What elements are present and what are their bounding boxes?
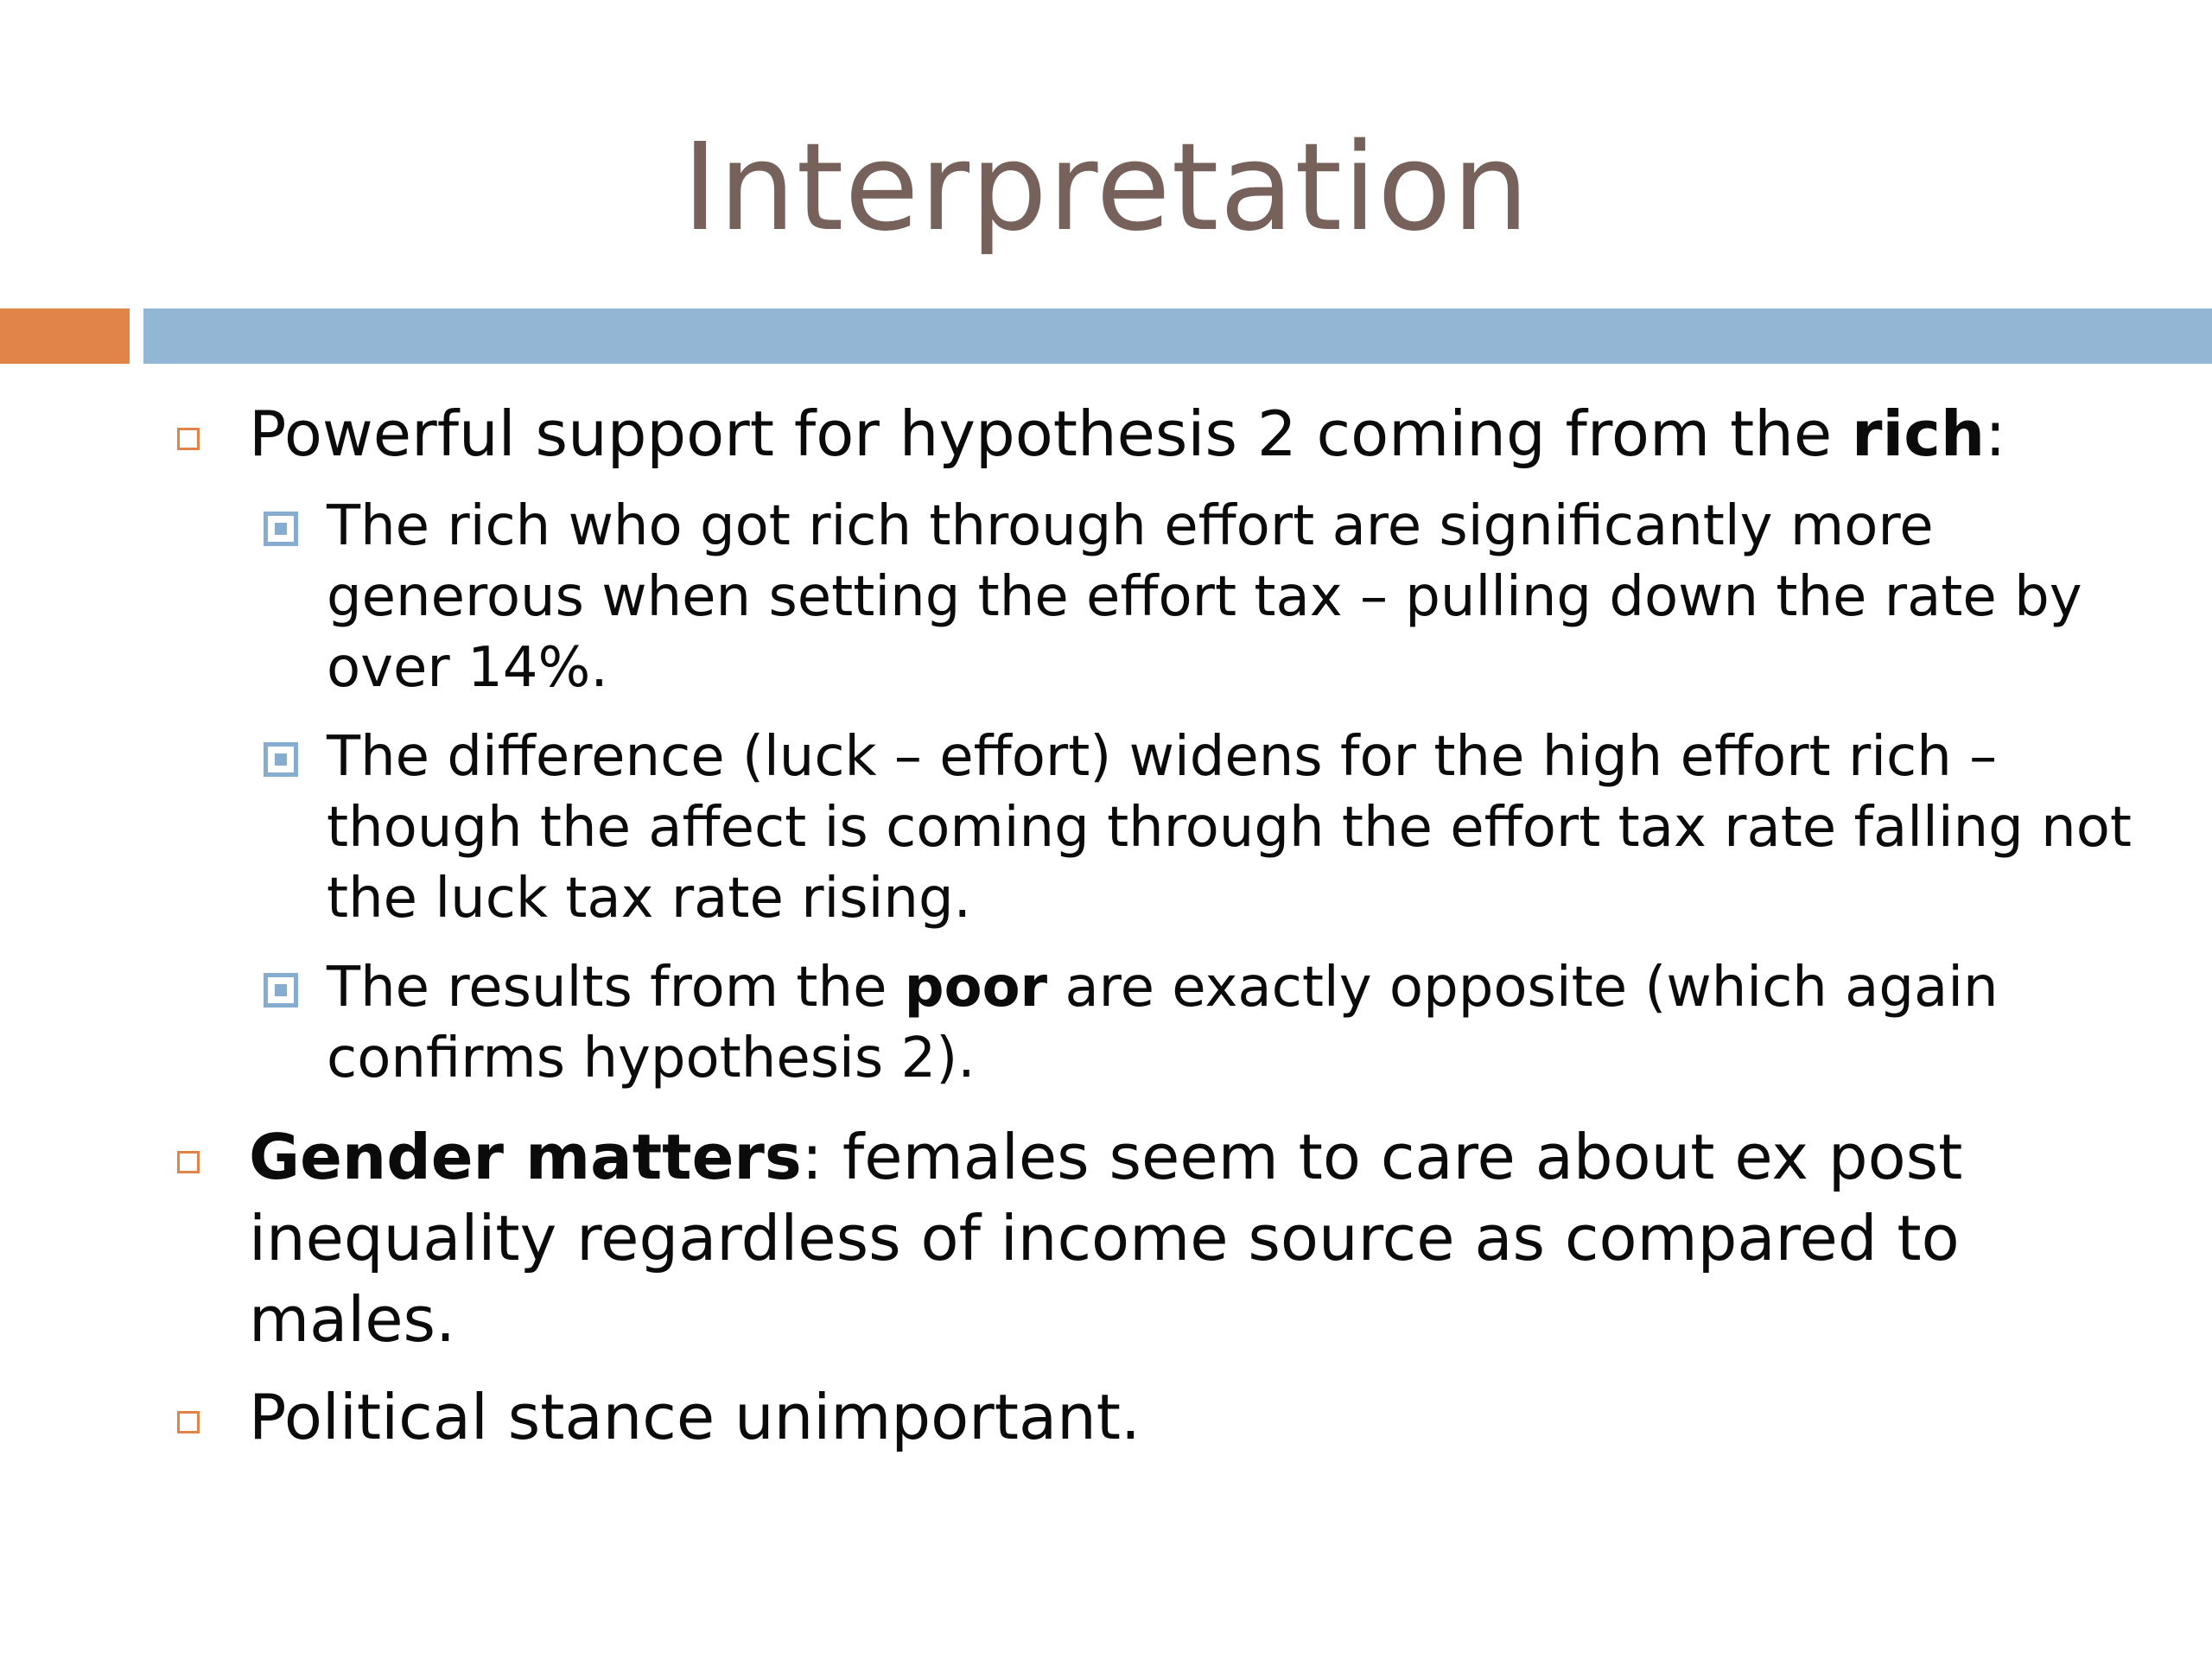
bullet-1-text-end: : <box>1985 397 2006 470</box>
subbullet-3-text-end: are exactly opposite (which again confirms hypothesis 2). <box>327 956 1999 1090</box>
bullet-1-bold: rich <box>1852 397 1986 470</box>
header-accent-orange-bar <box>0 308 130 364</box>
slide-title: Interpretation <box>682 118 1530 258</box>
bullet-2-text-end: : females seem to care about ex post inequality regardless of income source as compared to males. <box>249 1121 1963 1356</box>
bullet-1-text-part: Powerful support for hypothesis 2 coming from the <box>249 397 1853 470</box>
square-bullet-icon <box>177 1151 200 1173</box>
subbullet-3-text <box>327 952 2184 1094</box>
bullet-1-text <box>249 393 2176 474</box>
square-bullet-icon <box>177 1411 200 1433</box>
bullet-3-text: Political stance unimportant. <box>249 1381 1141 1453</box>
header-accent-blue-bar <box>143 308 2212 364</box>
filled-square-bullet-icon <box>264 973 298 1007</box>
subbullet-3-bold: poor <box>904 956 1048 1020</box>
filled-square-bullet-icon <box>264 512 298 546</box>
bullet-2-bold: Gender matters <box>249 1121 802 1193</box>
subbullet-1-text: The rich who got rich through effort are significantly more generous when setting the effort tax – pulling down the rate by over 14%. <box>327 494 2082 700</box>
bullet-2-text <box>249 1116 2176 1360</box>
filled-square-bullet-icon <box>264 742 298 777</box>
subbullet-2-text: The difference (luck – effort) widens for the high effort rich – though the affect is coming through the effort tax rate falling not the luck tax rate rising. <box>327 725 2132 931</box>
square-bullet-icon <box>177 428 200 450</box>
subbullet-3-text-part: The results from the <box>327 956 905 1020</box>
